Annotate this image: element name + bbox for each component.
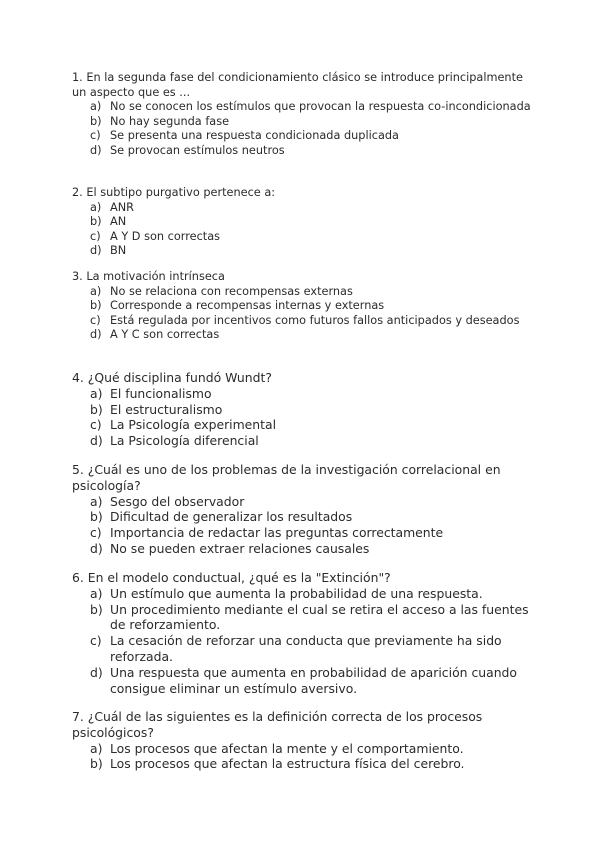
option-letter: d)	[90, 664, 103, 680]
question-stem: 2. El subtipo purgativo pertenece a:	[72, 186, 276, 199]
question-4	[72, 370, 532, 449]
option-b	[72, 299, 532, 314]
option-letter: c)	[90, 525, 102, 541]
option-b	[72, 402, 532, 418]
option-text: No se pueden extraer relaciones causales	[110, 540, 370, 556]
option-a	[72, 741, 532, 757]
option-letter: d)	[90, 244, 102, 257]
option-text: BN	[110, 244, 127, 257]
option-d	[72, 541, 532, 557]
option-text: Una respuesta que aumenta en probabilidad de aparición cuando consigue eliminar un estímulo aversivo.	[110, 664, 517, 696]
option-text: La Psicología diferencial	[110, 433, 259, 449]
option-text: Importancia de redactar las preguntas correctamente	[110, 525, 444, 541]
option-text: Los procesos que afectan la mente y el comportamiento.	[110, 740, 464, 756]
options-list	[72, 100, 532, 158]
option-letter: b)	[90, 114, 102, 128]
option-text: La Psicología experimental	[110, 417, 277, 433]
option-text: ANR	[110, 200, 135, 214]
option-a	[72, 201, 532, 216]
question-2	[72, 186, 532, 259]
option-text: AN	[110, 215, 127, 228]
option-letter: a)	[90, 585, 103, 601]
question-stem: 4. ¿Qué disciplina fundó Wundt?	[72, 370, 272, 385]
question-3	[72, 270, 532, 343]
option-b	[72, 509, 532, 525]
option-letter: c)	[90, 417, 102, 433]
option-letter: a)	[90, 100, 102, 113]
option-text: Un estímulo que aumenta la probabilidad de una respuesta.	[110, 585, 483, 601]
option-letter: b)	[90, 401, 103, 417]
option-b	[72, 602, 532, 634]
option-c	[72, 417, 532, 433]
option-a	[72, 100, 532, 115]
option-b	[72, 115, 532, 130]
question-stem: 6. En el modelo conductual, ¿qué es la "Extinción"?	[72, 570, 391, 585]
option-letter: c)	[90, 129, 101, 142]
option-text: A Y D son correctas	[110, 229, 221, 243]
option-d	[72, 328, 532, 343]
question-1	[72, 71, 532, 158]
option-d	[72, 665, 532, 697]
options-list	[72, 586, 532, 697]
question-6	[72, 570, 532, 696]
option-d	[72, 244, 532, 259]
option-text: Corresponde a recompensas internas y externas	[110, 299, 385, 312]
option-text: Se presenta una respuesta condicionada duplicada	[110, 129, 399, 142]
option-text: Los procesos que afectan la estructura física del cerebro.	[110, 756, 465, 772]
option-text: El estructuralismo	[110, 401, 223, 417]
question-stem: 5. ¿Cuál es uno de los problemas de la investigación correlacional en psicología?	[72, 462, 501, 493]
option-c	[72, 525, 532, 541]
option-letter: d)	[90, 540, 103, 556]
options-list	[72, 386, 532, 449]
option-letter: b)	[90, 299, 102, 312]
option-letter: a)	[90, 493, 103, 509]
option-letter: c)	[90, 313, 101, 327]
option-text: Sesgo del observador	[110, 493, 245, 509]
question-stem: 3. La motivación intrínseca	[72, 270, 225, 283]
option-letter: b)	[90, 756, 103, 772]
question-stem: 1. En la segunda fase del condicionamiento clásico se introduce principalmente un aspecto que es ...	[72, 71, 523, 99]
option-c	[72, 230, 532, 245]
option-a	[72, 586, 532, 602]
option-letter: d)	[90, 433, 103, 449]
option-text: Un procedimiento mediante el cual se retira el acceso a las fuentes de reforzamiento.	[110, 601, 529, 633]
option-letter: a)	[90, 740, 103, 756]
option-letter: c)	[90, 633, 102, 649]
options-list	[72, 494, 532, 557]
option-d	[72, 433, 532, 449]
options-list	[72, 741, 532, 773]
option-b	[72, 756, 532, 772]
option-letter: d)	[90, 328, 102, 341]
option-b	[72, 215, 532, 230]
option-text: La cesación de reforzar una conducta que previamente ha sido reforzada.	[110, 633, 502, 664]
question-7	[72, 709, 532, 772]
option-text: Está regulada por incentivos como futuros fallos anticipados y deseados	[110, 313, 520, 327]
option-c	[72, 633, 532, 665]
option-letter: a)	[90, 284, 102, 298]
options-list	[72, 201, 532, 259]
option-letter: b)	[90, 215, 102, 228]
option-text: Se provocan estímulos neutros	[110, 143, 285, 157]
option-letter: a)	[90, 200, 102, 214]
option-letter: b)	[90, 509, 103, 525]
option-letter: a)	[90, 385, 103, 401]
option-text: El funcionalismo	[110, 385, 212, 401]
option-d	[72, 144, 532, 159]
option-c	[72, 129, 532, 144]
option-text: A Y C son correctas	[110, 328, 220, 341]
option-a	[72, 285, 532, 300]
option-text: Dificultad de generalizar los resultados	[110, 509, 353, 525]
option-a	[72, 386, 532, 402]
option-letter: b)	[90, 601, 103, 617]
option-text: No se relaciona con recompensas externas	[110, 284, 353, 298]
option-text: No hay segunda fase	[110, 114, 230, 128]
option-letter: c)	[90, 229, 101, 243]
question-stem: 7. ¿Cuál de las siguientes es la definición correcta de los procesos psicológicos?	[72, 709, 483, 740]
option-a	[72, 494, 532, 510]
option-letter: d)	[90, 143, 102, 157]
option-text: No se conocen los estímulos que provocan la respuesta co-incondicionada	[110, 100, 531, 113]
options-list	[72, 285, 532, 343]
question-5	[72, 462, 532, 557]
option-c	[72, 314, 532, 329]
